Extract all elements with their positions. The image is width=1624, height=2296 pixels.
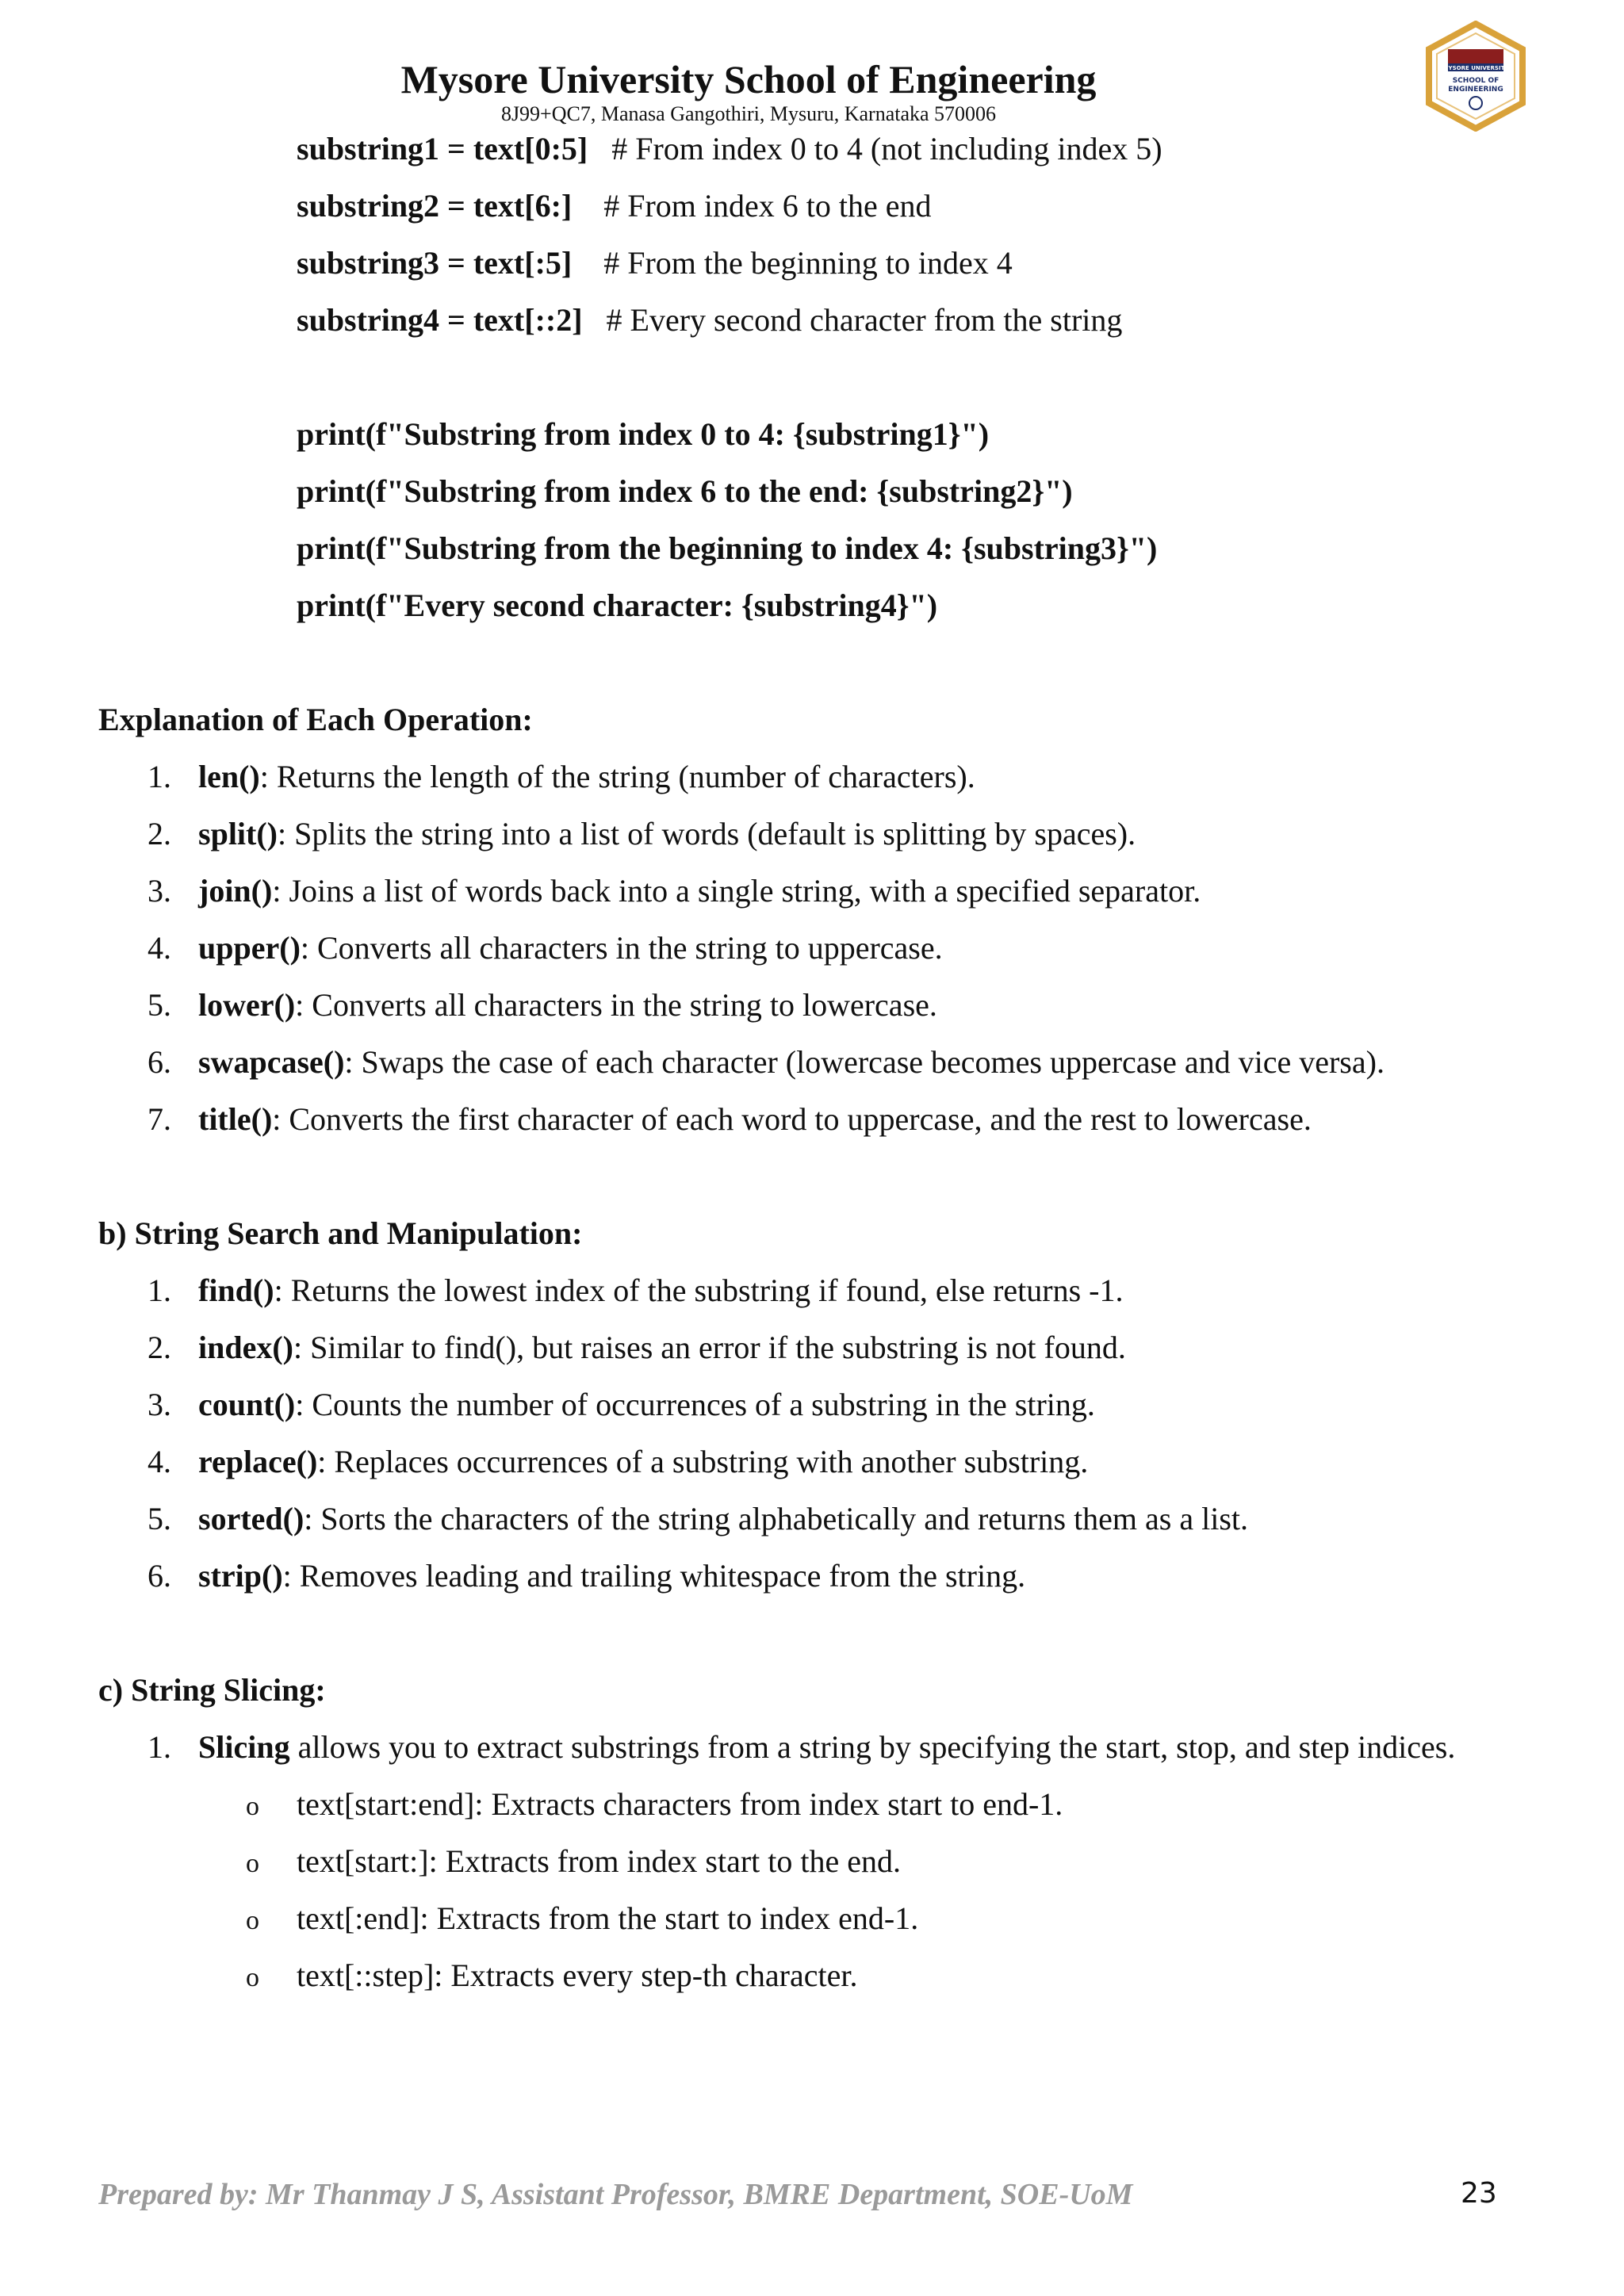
- list-item: 1. Slicing allows you to extract substrings from a string by specifying the start, stop, and step indices.: [147, 1729, 1456, 1765]
- footer-prepared-by: Prepared by: Mr Thanmay J S, Assistant Professor, BMRE Department, SOE-UoM: [98, 2178, 1133, 2211]
- code-comment: # Every second character from the string: [606, 302, 1123, 338]
- bullet-icon: o: [246, 1963, 259, 1992]
- code-comment: # From index 0 to 4 (not including index 5): [611, 131, 1162, 166]
- list-item: 2. split(): Splits the string into a list of words (default is splitting by spaces).: [147, 816, 1136, 851]
- section-heading-explanation: Explanation of Each Operation:: [98, 702, 533, 737]
- code-line: [297, 127, 1162, 171]
- bullet-icon: o: [246, 1849, 259, 1878]
- code-comment: # From the beginning to index 4: [603, 245, 1013, 281]
- svg-text:ENGINEERING: ENGINEERING: [1448, 86, 1503, 94]
- svg-text:MYSORE UNIVERSITY: MYSORE UNIVERSITY: [1442, 65, 1509, 71]
- list-item: 6. strip(): Removes leading and trailing whitespace from the string.: [147, 1558, 1026, 1594]
- print-line: print(f"Every second character: {substring4}"): [297, 587, 938, 623]
- list-item: 4. upper(): Converts all characters in the string to uppercase.: [147, 930, 943, 966]
- list-item: 7. title(): Converts the first character of each word to uppercase, and the rest to lowercase.: [147, 1101, 1312, 1137]
- bullet-item: o text[:end]: Extracts from the start to index end-1.: [246, 1896, 918, 1943]
- bullet-item: o text[::step]: Extracts every step-th character.: [246, 1954, 857, 2000]
- page-title: Mysore University School of Engineering: [400, 57, 1097, 101]
- university-logo: [1424, 21, 1527, 132]
- code-line: [297, 298, 1122, 342]
- list-item: 6. swapcase(): Swaps the case of each character (lowercase becomes uppercase and vice versa).: [147, 1044, 1385, 1080]
- list-item: 4. replace(): Replaces occurrences of a substring with another substring.: [147, 1444, 1089, 1479]
- svg-text:SCHOOL OF: SCHOOL OF: [1452, 77, 1500, 85]
- list-item: 3. join(): Joins a list of words back into a single string, with a specified separator.: [147, 873, 1201, 909]
- code-text: substring2 = text[6:]: [297, 188, 573, 224]
- list-item: 1. len(): Returns the length of the string (number of characters).: [147, 759, 975, 794]
- code-text: substring3 = text[:5]: [297, 245, 573, 281]
- code-text: substring4 = text[::2]: [297, 302, 583, 338]
- code-line: [297, 184, 932, 228]
- list-item: 1. find(): Returns the lowest index of the substring if found, else returns -1.: [147, 1272, 1124, 1308]
- section-heading-search: b) String Search and Manipulation:: [98, 1215, 583, 1251]
- list-item: 5. lower(): Converts all characters in the string to lowercase.: [147, 987, 937, 1023]
- section-heading-slicing: c) String Slicing:: [98, 1672, 326, 1708]
- list-item: 2. index(): Similar to find(), but raises an error if the substring is not found.: [147, 1330, 1126, 1365]
- print-line: print(f"Substring from index 0 to 4: {substring1}"): [297, 416, 990, 452]
- bullet-item: o text[start:end]: Extracts characters from index start to end-1.: [246, 1782, 1063, 1829]
- print-line: print(f"Substring from the beginning to index 4: {substring3}"): [297, 530, 1158, 566]
- bullet-icon: o: [246, 1792, 259, 1821]
- list-item: 3. count(): Counts the number of occurrences of a substring in the string.: [147, 1387, 1095, 1422]
- bullet-item: o text[start:]: Extracts from index start to the end.: [246, 1839, 901, 1886]
- code-line: [297, 241, 1013, 285]
- print-line: print(f"Substring from index 6 to the end: {substring2}"): [297, 473, 1073, 509]
- code-comment: # From index 6 to the end: [603, 188, 932, 224]
- header-address: 8J99+QC7, Manasa Gangothiri, Mysuru, Karnataka 570006: [500, 102, 997, 125]
- bullet-icon: o: [246, 1906, 259, 1935]
- list-item: 5. sorted(): Sorts the characters of the string alphabetically and returns them as a list.: [147, 1501, 1249, 1536]
- page-number: 23: [1461, 2177, 1497, 2210]
- code-text: substring1 = text[0:5]: [297, 131, 588, 166]
